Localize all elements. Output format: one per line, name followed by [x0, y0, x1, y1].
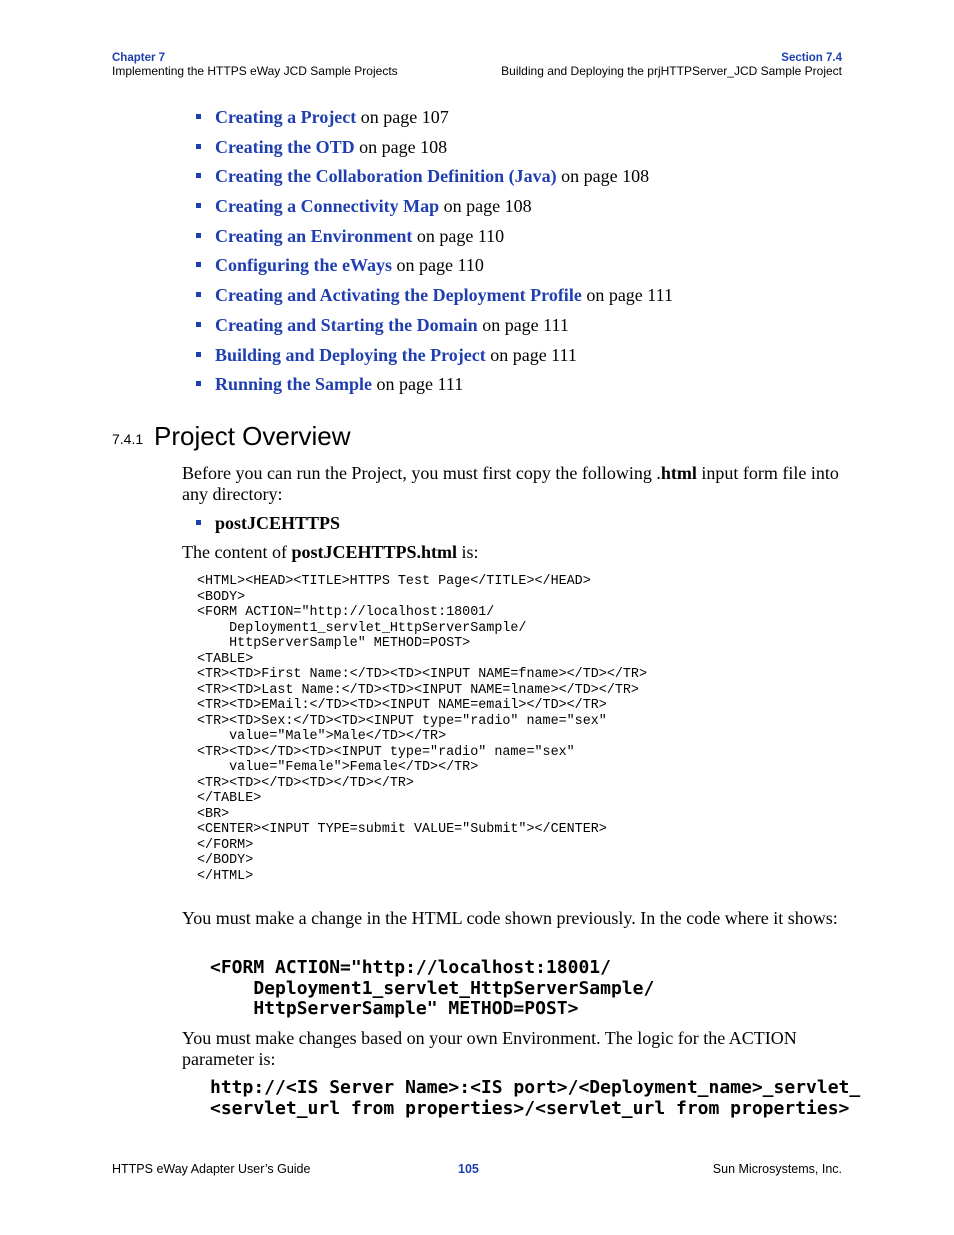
section-number: 7.4.1 [112, 431, 144, 447]
page-header-right [501, 52, 842, 78]
intro-bold: html [660, 463, 697, 483]
bullet-icon [196, 233, 201, 238]
toc-page-ref: on page 111 [485, 344, 577, 365]
action-logic-code: http://<IS Server Name>:<IS port>/<Deployment_name>_servlet_ <servlet_url from properties>/<servlet_url from properties> [210, 1077, 861, 1119]
section-title-header: Building and Deploying the prjHTTPServer_JCD Sample Project [501, 64, 842, 78]
bullet-icon [196, 173, 201, 178]
toc-item [196, 223, 673, 253]
toc-page-ref: on page 110 [412, 225, 505, 246]
bullet-icon [196, 144, 201, 149]
toc-page-ref: on page 111 [372, 374, 464, 395]
toc-page-ref: on page 108 [439, 196, 532, 217]
bullet-icon [196, 114, 201, 119]
toc-link[interactable]: Running the Sample [215, 374, 373, 395]
toc-link[interactable]: Building and Deploying the Project [215, 344, 486, 365]
toc-item [196, 193, 673, 223]
intro-text-before: Before you can run the Project, you must first copy the following . [182, 463, 661, 483]
bullet-icon [196, 381, 201, 386]
toc-list [196, 104, 673, 401]
content-bold: postJCEHTTPS.html [291, 542, 458, 562]
toc-item [196, 371, 673, 401]
toc-item [196, 342, 673, 372]
bullet-icon [196, 520, 201, 525]
bullet-icon [196, 322, 201, 327]
content-text-before: The content of [182, 542, 292, 562]
intro-text-after: input form file into any directory: [182, 463, 839, 504]
toc-link[interactable]: Creating and Starting the Domain [215, 314, 478, 335]
toc-link[interactable]: Creating a Project [215, 107, 357, 127]
form-action-code: <FORM ACTION="http://localhost:18001/ Deployment1_servlet_HttpServerSample/ HttpServerSample" METHOD=POST> [210, 957, 655, 1019]
bullet-icon [196, 292, 201, 297]
section-heading: Project Overview [154, 421, 351, 451]
chapter-label: Chapter 7 [112, 52, 166, 64]
toc-link[interactable]: Creating the OTD [215, 136, 355, 157]
toc-link[interactable]: Creating an Environment [215, 225, 413, 246]
toc-page-ref: on page 108 [354, 136, 448, 157]
toc-page-ref: on page 107 [356, 107, 449, 127]
toc-link[interactable]: Configuring the eWays [215, 255, 393, 276]
html-code-block: <HTML><HEAD><TITLE>HTTPS Test Page</TITLE></HEAD> <BODY> <FORM ACTION="http://localhost:18001/ Deployment1_servlet_HttpServerSample/ HttpServerSample" METHOD=POST> <TABLE> <TR><TD>First Name:</TD><TD><INPUT NAME=fname></TD></TR> <TR><TD>Last Name:</TD><TD><INPUT NAME=lname></TD></TR> <TR><TD>EMail:</TD><TD><INPUT NAME=email></TD></TR> <TR><TD>Sex:</TD><TD><INPUT type="radio" name="sex" value="Male">Male</TD></TR> <TR><TD></TD><TD><INPUT type="radio" name="sex" value="Female">Female</TD></TR> <TR><TD></TD><TD></TD></TR> </TABLE> <BR> <CENTER><INPUT TYPE=submit VALUE="Submit"></CENTER> </FORM> </BODY> </HTML> [197, 574, 647, 884]
bullet-icon [196, 352, 201, 357]
toc-item [196, 312, 673, 342]
toc-page-ref: on page 108 [556, 166, 650, 187]
toc-link[interactable]: Creating a Connectivity Map [215, 196, 440, 217]
toc-link[interactable]: Creating the Collaboration Definition (Java) [215, 166, 557, 187]
chapter-title: Implementing the HTTPS eWay JCD Sample Projects [112, 64, 398, 78]
content-text-after: is: [457, 542, 479, 562]
footer-publisher: Sun Microsystems, Inc. [712, 1162, 842, 1176]
toc-page-ref: on page 111 [581, 285, 673, 306]
bullet-icon [196, 203, 201, 208]
toc-item [196, 104, 673, 134]
toc-page-ref: on page 111 [477, 314, 569, 335]
bullet-icon [196, 262, 201, 267]
toc-item [196, 252, 673, 282]
toc-link[interactable]: Creating and Activating the Deployment Profile [215, 285, 582, 306]
page-header-left [112, 52, 398, 78]
file-bullet-item [196, 513, 856, 534]
section-label: Section 7.4 [781, 52, 842, 64]
toc-page-ref: on page 110 [392, 255, 484, 276]
toc-item [196, 282, 673, 312]
intro-paragraph [182, 463, 842, 504]
page-number: 105 [458, 1162, 479, 1176]
footer-guide-title: HTTPS eWay Adapter User’s Guide [112, 1162, 311, 1176]
change-paragraph: You must make a change in the HTML code shown previously. In the code where it shows: [182, 908, 838, 928]
environment-paragraph: You must make changes based on your own Environment. The logic for the ACTION parameter is: [182, 1028, 797, 1069]
content-line [182, 542, 842, 563]
file-name: postJCEHTTPS [215, 513, 341, 533]
toc-item [196, 134, 673, 164]
toc-item [196, 163, 673, 193]
